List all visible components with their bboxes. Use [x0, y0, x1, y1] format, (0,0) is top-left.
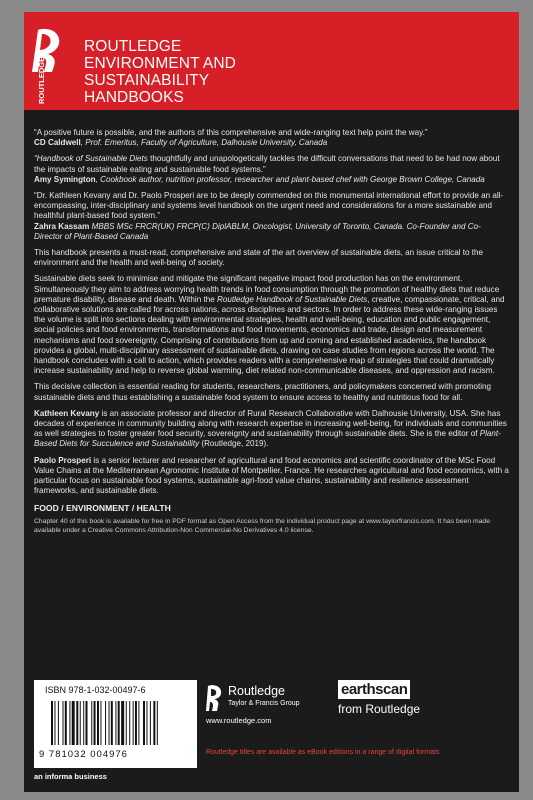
description-main-part-2: , creative, compassionate, critical, and collaborative solutions are called for across nations, across disciplines and sectors. In order to address these wide-ranging issues the volume is split into sections dealing with environmental strategies, health and well-being, education and public engagement, social policies and food environments, transformations and food movements, economics and trade, design and measurement mechanisms and food sovereignty. Comprising of contributions from up and coming and established academics, the handbook provides a global, multi-disciplinary assessment of sustainable diets, drawing on case studies from regions across the world. The handbook concludes with a call to action, which provides readers with a comprehensive map of strategies that could dramatically increase sustainability and help to reverse global warming, diet related non-communicable diseases, and oppression and racism.: [34, 294, 505, 376]
editor-bio-kevany-book: Plant-Based Diets for Succulence and Sustainability: [34, 429, 501, 449]
description-main: [34, 274, 509, 376]
barcode-bar: [153, 701, 155, 745]
subject-category: FOOD / ENVIRONMENT / HEALTH: [34, 502, 171, 513]
barcode-bar: [54, 701, 55, 745]
barcode-bar: [72, 701, 75, 745]
editor-name-prosperi: Paolo Prosperi: [34, 455, 92, 465]
description-intro: This handbook presents a must-read, comprehensive and state of the art overview of sustainable diets, an issue critical to the environment and the health and well-being of society.: [34, 248, 483, 268]
endorsement-1-affiliation: , Prof. Emeritus, Faculty of Agriculture, Dalhousie University, Canada: [80, 138, 328, 148]
barcode-bar: [58, 701, 59, 745]
description-main-book-title: Routledge Handbook of Sustainable Diets: [216, 294, 368, 304]
barcode-bar: [83, 701, 84, 745]
endorsement-3: [34, 191, 509, 242]
endorsement-2-author: Amy Symington: [34, 174, 96, 184]
barcode-bar: [121, 701, 124, 745]
barcode-bar: [115, 701, 116, 745]
endorsement-2: [34, 154, 509, 185]
isbn-label: ISBN 978-1-032-00497-6: [45, 685, 146, 695]
endorsement-3-affiliation: MBBS MSc FRCR(UK) FRCP(C) DiplABLM, Oncologist, University of Toronto, Canada. Co-Founder and Co-Director of Plant-Based Canada: [34, 221, 481, 241]
barcode-digits: 9 781032 004976: [39, 749, 128, 760]
barcode-bar: [126, 701, 127, 745]
barcode-bar: [111, 701, 113, 745]
series-title: [84, 38, 236, 106]
barcode-bar: [86, 701, 88, 745]
endorsement-1-author: CD Caldwell: [34, 138, 81, 148]
endorsement-2-book-title: “Handbook of Sustainable Diets: [34, 154, 148, 164]
editor-bio-kevany-text-2: (Routledge, 2019).: [199, 439, 269, 449]
barcode-icon: [51, 701, 191, 745]
barcode-bar: [69, 701, 70, 745]
barcode-bar: [118, 701, 120, 745]
barcode-bar: [135, 701, 137, 745]
endorsement-2-attribution: [34, 175, 509, 185]
barcode-bar: [150, 701, 151, 745]
endorsement-3-text: “Dr. Kathleen Kevany and Dr. Paolo Prosperi are to be deeply commended on this monumental international effort to provide an all-encompassing, inter-disciplinary and systems level handbook on the urgent need and considerations for a more sustainable and healthful plant-based food system.”: [34, 191, 504, 221]
endorsement-3-attribution: [34, 222, 509, 242]
barcode-bar: [138, 701, 139, 745]
logo-vertical-text: ROUTLEDGE: [37, 56, 46, 104]
barcode-bar: [97, 701, 99, 745]
barcode-bar: [143, 701, 145, 745]
endorsement-1-text: “A positive future is possible, and the authors of this comprehensive and wide-ranging text help point the way.”: [34, 128, 428, 137]
earthscan-from-routledge: from Routledge: [338, 702, 421, 716]
editor-name-kevany: Kathleen Kevany: [34, 408, 100, 418]
barcode-bar: [133, 701, 134, 745]
endorsement-2-affiliation: , Cookbook author, nutrition professor, researcher and plant-based chef with George Brown College, Canada: [95, 174, 485, 184]
publisher-url: www.routledge.com: [206, 716, 272, 725]
routledge-logo-icon: [32, 26, 72, 106]
description-main-part-1: Sustainable diets seek to minimise and mitigate the significant negative impact food production has on the environment. Simultaneously they aim to address worrying health trends in food consumption through the promotion of healthy diets that reduce premature disability, disease and death. Within the: [34, 274, 500, 304]
endorsement-1: [34, 128, 509, 148]
editor-bio-kevany: [34, 409, 509, 450]
barcode-panel: [34, 680, 197, 768]
earthscan-logo: [338, 680, 448, 722]
open-access-note: Chapter 40 of this book is available for free in PDF format as Open Access from the individual product page at www.taylorfrancis.com. It has been made available under a Creative Commons Attribution-Non Commercial-No Derivatives 4.0 license.: [34, 517, 490, 534]
barcode-bar: [80, 701, 81, 745]
series-title-line-4: HANDBOOKS: [84, 89, 184, 106]
book-back-cover: [24, 12, 519, 792]
earthscan-wordmark: earthscan: [338, 680, 410, 699]
ebook-availability-note: Routledge titles are available as eBook editions in a range of digital formats: [206, 749, 440, 756]
barcode-bar: [63, 701, 64, 745]
barcode-bar: [109, 701, 110, 745]
publisher-name: Routledge: [228, 684, 285, 698]
barcode-bar: [100, 701, 101, 745]
series-header: [24, 12, 519, 110]
barcode-bar: [91, 701, 92, 745]
description-audience: This decisive collection is essential reading for students, researchers, practitioners, and policymakers concerned with promoting sustainable diets and thus establishing a sustainable food system to ensure access to healthy and nutritious food for all.: [34, 382, 492, 402]
endorsement-2-text: thoughtfully and unapologetically tackles the difficult conversations that need to be had now about the impacts of sustainable eating and sustainable food systems.”: [34, 154, 500, 174]
barcode-bar: [146, 701, 147, 745]
barcode-bar: [76, 701, 78, 745]
barcode-bar: [94, 701, 96, 745]
editor-bio-prosperi-text: is a senior lecturer and researcher of agricultural and food economics and scientific coordinator of the MSc Food Value Chains at the Mediterranean Agronomic Institute of Montpellier, France. He researches agricultural and food economics, with a particular focus on sustainable food systems, sustainable agri-food value chains, sustainability and resilience assessment frameworks, and sustainable diets.: [34, 455, 509, 496]
barcode-bar: [129, 701, 130, 745]
publisher-group: Taylor & Francis Group: [228, 700, 300, 707]
series-title-line-2: ENVIRONMENT AND: [84, 55, 236, 72]
series-title-line-1: ROUTLEDGE: [84, 38, 182, 55]
informa-business-label: an informa business: [34, 772, 107, 781]
barcode-bar: [157, 701, 158, 745]
cover-text: [34, 128, 509, 535]
endorsement-3-author: Zahra Kassam: [34, 221, 90, 231]
routledge-r-icon: [206, 684, 224, 712]
series-title-line-3: SUSTAINABILITY: [84, 72, 210, 89]
editor-bio-kevany-text-1: is an associate professor and director of Rural Research Collaborative with Dalhousie University, USA. She has decades of experience in community building along with research expertise in increasing well-being, for individuals and communities as well strategies to foster greater food security, sovereignty and sustainability through sustainable diets. She is the editor of: [34, 408, 507, 439]
barcode-bar: [51, 701, 53, 745]
editor-bio-prosperi: [34, 456, 509, 497]
barcode-bar: [65, 701, 67, 745]
endorsement-1-attribution: [34, 138, 509, 148]
barcode-bar: [105, 701, 106, 745]
